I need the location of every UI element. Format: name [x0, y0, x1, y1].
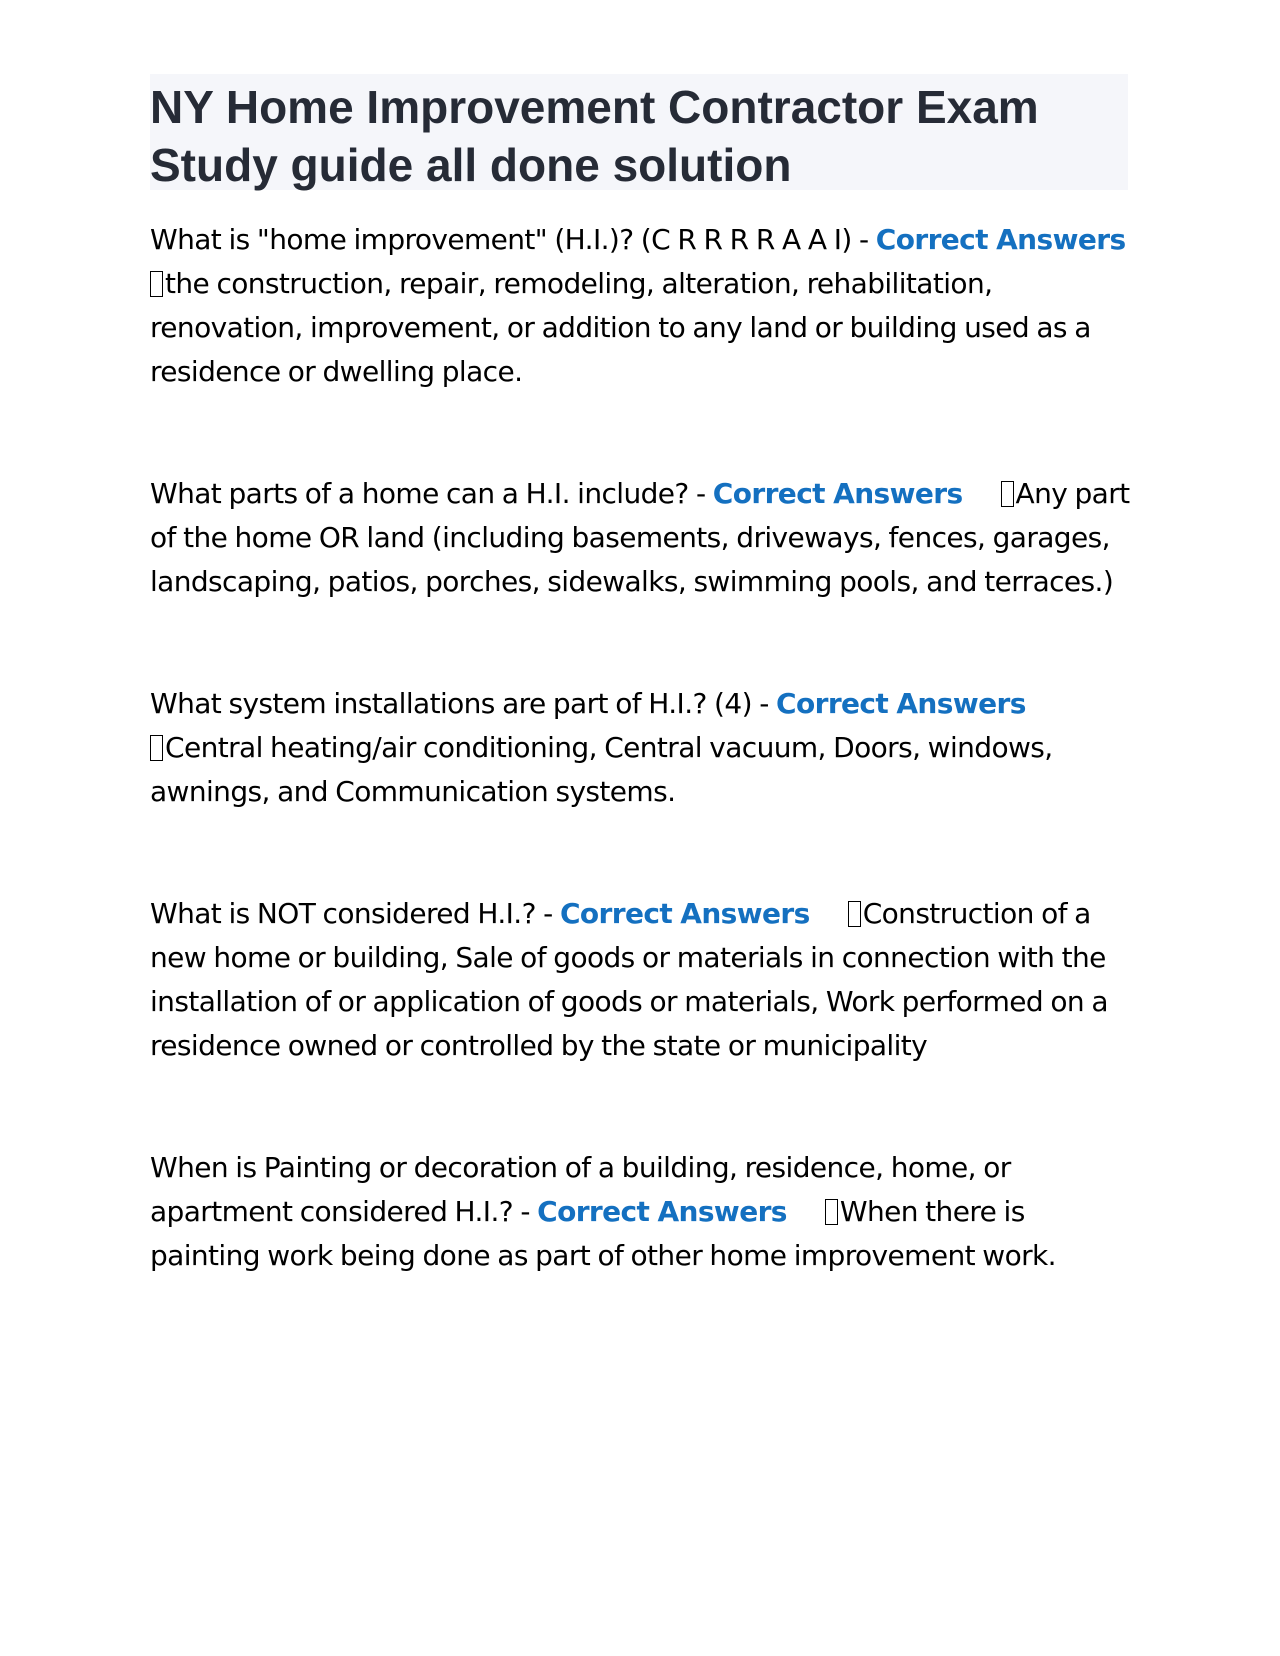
missing-glyph-icon — [1001, 481, 1014, 507]
answer-text: Construction of a new home or building, Sale of goods or materials in connection with the installation of or application of goods or materials, Work performed on a residence owned or controlled by the state or municipality — [150, 897, 1108, 1062]
missing-glyph-icon — [150, 735, 163, 761]
correct-answers-label: Correct Answers — [776, 687, 1026, 720]
title-line-2: Study guide all done solution — [150, 139, 792, 191]
answer-text: Central heating/air conditioning, Central vacuum, Doors, windows, awnings, and Communication systems. — [150, 731, 1053, 808]
qa-item-1 — [150, 218, 1140, 394]
correct-answers-label: Correct Answers — [559, 897, 810, 930]
question-text: What parts of a home can a H.I. include? - — [150, 477, 713, 510]
question-text: What system installations are part of H.I.? (4) - — [150, 687, 777, 720]
answer-text: Any part of the home OR land (including basements, driveways, fences, garages, landscaping, patios, porches, sidewalks, swimming pools, and terraces.) — [150, 477, 1130, 598]
correct-answers-label: Correct Answers — [712, 477, 963, 510]
answer-text: the construction, repair, remodeling, alteration, rehabilitation, renovation, improvement, or addition to any land or building used as a residence or dwelling place. — [150, 267, 1091, 388]
document-title — [150, 78, 1128, 194]
correct-answers-label: Correct Answers — [875, 223, 1126, 256]
question-text: What is NOT considered H.I.? - — [150, 897, 560, 930]
missing-glyph-icon — [825, 1199, 838, 1225]
question-text: When is Painting or decoration of a building, residence, home, or apartment considered H.I.? - — [150, 1151, 1011, 1228]
question-text: What is "home improvement" (H.I.)? (C R R R R A A I) - — [150, 223, 876, 256]
qa-item-2 — [150, 472, 1140, 604]
missing-glyph-icon — [848, 901, 861, 927]
qa-item-3 — [150, 682, 1140, 814]
qa-list — [150, 218, 1140, 1356]
answer-text: When there is painting work being done as part of other home improvement work. — [150, 1195, 1056, 1272]
correct-answers-label: Correct Answers — [537, 1195, 787, 1228]
qa-item-4 — [150, 892, 1140, 1068]
title-line-1: NY Home Improvement Contractor Exam — [150, 81, 1039, 133]
qa-item-5 — [150, 1146, 1140, 1278]
title-block — [150, 74, 1128, 190]
missing-glyph-icon — [150, 271, 163, 297]
